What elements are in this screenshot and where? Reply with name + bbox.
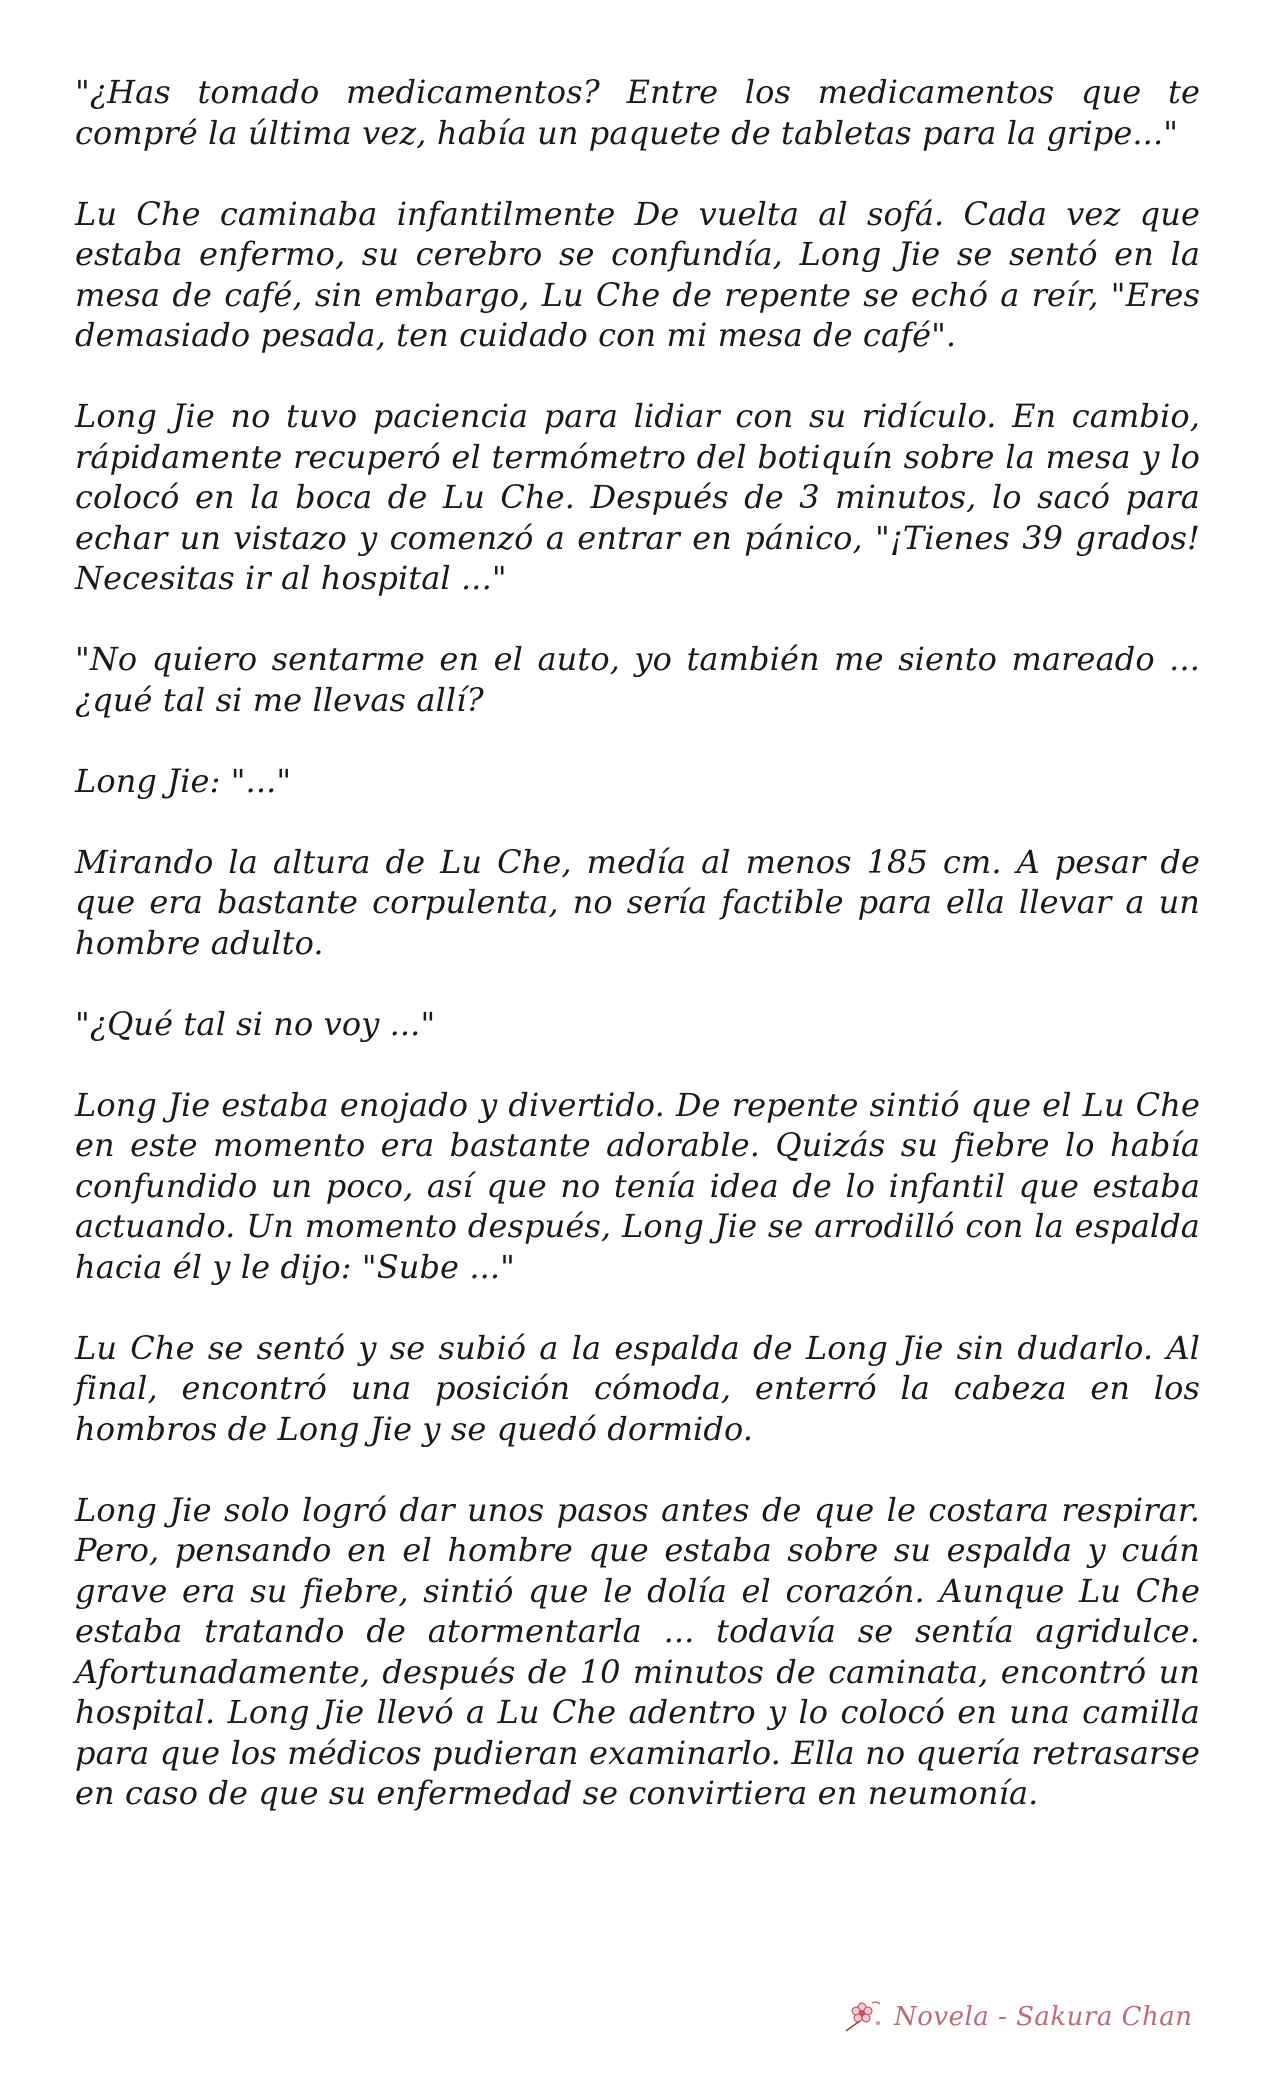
paragraph: Long Jie: "..." xyxy=(75,761,292,800)
paragraph: Mirando la altura de Lu Che, medía al menos 185 cm. A pesar de que era bastante corpulenta, no sería factible para ella llevar a un hombre adulto. xyxy=(75,842,1200,962)
paragraph: Long Jie no tuvo paciencia para lidiar con su ridículo. En cambio, rápidamente recuperó el termómetro del botiquín sobre la mesa y lo colocó en la boca de Lu Che. Después de 3 minutos, lo sacó para echar un vistazo y comenzó a entrar en pánico, "¡Tienes 39 grados! Necesitas ir al hospital ..." xyxy=(75,397,1200,597)
paragraph: Lu Che se sentó y se subió a la espalda de Long Jie sin dudarlo. Al final, encontró una posición cómoda, enterró la cabeza en los hombros de Long Jie y se quedó dormido. xyxy=(75,1328,1200,1448)
watermark xyxy=(840,1995,1220,2039)
paragraph: "¿Has tomado medicamentos? Entre los medicamentos que te compré la última vez, había un paquete de tabletas para la gripe..." xyxy=(75,73,1200,152)
paragraph: Long Jie estaba enojado y divertido. De repente sintió que el Lu Che en este momento era bastante adorable. Quizás su fiebre lo había confundido un poco, así que no tenía idea de lo infantil que estaba actuando. Un momento después, Long Jie se arrodilló con la espalda hacia él y le dijo: "Sube ..." xyxy=(75,1085,1200,1286)
paragraph: "¿Qué tal si no voy ..." xyxy=(75,1004,436,1043)
paragraph: "No quiero sentarme en el auto, yo también me siento mareado ... ¿qué tal si me llevas allí? xyxy=(75,640,1200,719)
paragraph: Long Jie solo logró dar unos pasos antes de que le costara respirar. Pero, pensando en el hombre que estaba sobre su espalda y cuán grave era su fiebre, sintió que le dolía el corazón. Aunque Lu Che estaba tratando de atormentarla ... todavía se sentía agridulce. Afortunadamente, después de 10 minutos de caminata, encontró un hospital. Long Jie llevó a Lu Che adentro y lo colocó en una camilla para que los médicos pudieran examinarlo. Ella no quería retrasarse en caso de que su enfermedad se convirtiera en neumonía. xyxy=(75,1490,1200,1812)
watermark-text: Novela - Sakura Chan xyxy=(894,2002,1193,2032)
cherry-blossom-icon xyxy=(840,1997,886,2037)
document-body xyxy=(75,72,1200,1854)
paragraph: Lu Che caminaba infantilmente De vuelta al sofá. Cada vez que estaba enfermo, su cerebro se confundía, Long Jie se sentó en la mesa de café, sin embargo, Lu Che de repente se echó a reír, "Eres demasiado pesada, ten cuidado con mi mesa de café". xyxy=(75,194,1200,354)
